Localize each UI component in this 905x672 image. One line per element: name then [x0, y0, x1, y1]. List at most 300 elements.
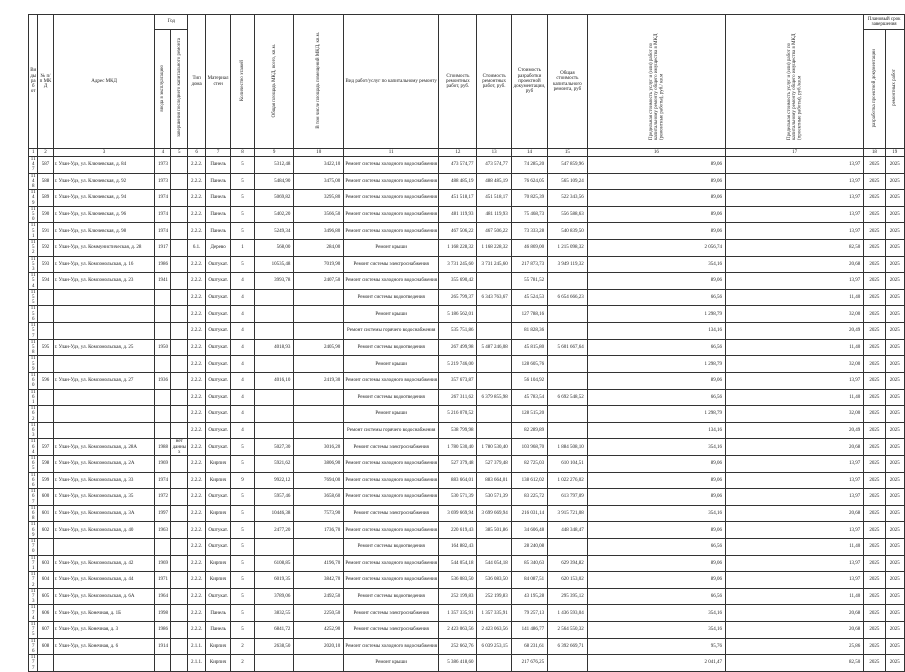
- cell-area-premises: [294, 289, 344, 306]
- cell-deadline-repair: 2025: [885, 356, 904, 373]
- cell-cost-project: 46 869,00: [511, 240, 547, 257]
- cell-cost-repair: 3 731 245,60: [439, 256, 477, 273]
- cell-limit-repair: 89,06: [587, 273, 725, 290]
- table-row: [29, 323, 905, 340]
- cell-deadline-project: 2025: [864, 356, 885, 373]
- cell-cost-project: 216 031,14: [511, 505, 547, 522]
- column-number: 1: [29, 149, 38, 157]
- cell-limit-project: 20,68: [725, 256, 863, 273]
- cell-house-type: 2.2.2.: [188, 223, 206, 240]
- cell-deadline-repair: 2025: [885, 588, 904, 605]
- cell-cost-project: 75 468,73: [511, 206, 547, 223]
- cell-year-repair: [171, 572, 188, 589]
- cell-cost-repair: 527 379,48: [439, 455, 477, 472]
- col-head-st-proekt: Стоимость разработки проектной документации, руб: [511, 15, 547, 149]
- cell-floors: 4: [231, 389, 255, 406]
- cell-cost-repair: 538 799,98: [439, 422, 477, 439]
- cell-limit-project: 20,49: [725, 323, 863, 340]
- cell-address: г. Улан-Удэ, ул. Комсомольская, д. 27: [53, 372, 155, 389]
- cell-wall-material: Оштукат.: [206, 406, 231, 423]
- cell-cost-repair: 265 799,37: [439, 289, 477, 306]
- cell-area-premises: [294, 306, 344, 323]
- cell-deadline-repair: 2025: [885, 605, 904, 622]
- cell-deadline-project: 2025: [864, 206, 885, 223]
- cell-area-total: 5312,48: [254, 157, 293, 174]
- cell-deadline-project: 2025: [864, 389, 885, 406]
- cell-cost-repair-total: [477, 422, 511, 439]
- cell-house-type: 6.1.: [188, 240, 206, 257]
- cell-deadline-project: 2025: [864, 455, 885, 472]
- cell-area-total: 6019,35: [254, 572, 293, 589]
- table-row: [29, 472, 905, 489]
- cell-cost-repair: 267 311,62: [439, 389, 477, 406]
- table-row: [29, 306, 905, 323]
- cell-year-built: 1974: [155, 190, 171, 207]
- cell-floors: 5: [231, 223, 255, 240]
- column-number: 5: [171, 149, 188, 157]
- cell-work-type: Ремонт системы холодного водоснабжения: [344, 455, 439, 472]
- cell-deadline-project: 2025: [864, 190, 885, 207]
- col-head-god-kap: завершения последнего капитального ремонта: [171, 30, 188, 149]
- cell-floors: 5: [231, 206, 255, 223]
- cell-address: г. Улан-Удэ, ул. Комсомольская, д. 40: [53, 522, 155, 539]
- table-row: [29, 157, 905, 174]
- cell-cost-total: 1 436 593,04: [548, 605, 588, 622]
- cell-limit-project: 13,97: [725, 206, 863, 223]
- cell-area-total: [254, 539, 293, 556]
- cell-cost-repair: 5 219 746,00: [439, 356, 477, 373]
- cell-vid: 116 3: [29, 422, 38, 439]
- cell-nomer: 597: [38, 439, 53, 456]
- column-number-row: [29, 149, 905, 157]
- cell-cost-total: 613 797,09: [548, 489, 588, 506]
- column-number: 3: [53, 149, 155, 157]
- cell-limit-project: 32,00: [725, 406, 863, 423]
- cell-address: [53, 306, 155, 323]
- cell-year-built: 1974: [155, 206, 171, 223]
- cell-cost-total: [548, 306, 588, 323]
- cell-year-built: 1971: [155, 572, 171, 589]
- cell-work-type: Ремонт системы холодного водоснабжения: [344, 489, 439, 506]
- cell-limit-repair: 354,16: [587, 605, 725, 622]
- cell-limit-project: 13,97: [725, 472, 863, 489]
- cell-limit-project: 11,40: [725, 339, 863, 356]
- cell-year-repair: [171, 455, 188, 472]
- cell-floors: 4: [231, 372, 255, 389]
- cell-area-premises: 284,00: [294, 240, 344, 257]
- cell-area-premises: 3475,00: [294, 173, 344, 190]
- cell-nomer: 601: [38, 505, 53, 522]
- cell-year-repair: [171, 422, 188, 439]
- cell-deadline-project: 2025: [864, 489, 885, 506]
- cell-area-total: [254, 306, 293, 323]
- table-body: [29, 157, 905, 672]
- cell-year-repair: [171, 206, 188, 223]
- column-number: 12: [439, 149, 477, 157]
- table-row: [29, 406, 905, 423]
- cell-floors: 5: [231, 505, 255, 522]
- cell-house-type: 2.2.2.: [188, 555, 206, 572]
- cell-work-type: Ремонт крыши: [344, 406, 439, 423]
- cell-year-built: 1974: [155, 223, 171, 240]
- cell-year-built: 1950: [155, 339, 171, 356]
- cell-limit-repair: 1 298,79: [587, 406, 725, 423]
- cell-vid: 114 8: [29, 173, 38, 190]
- cell-vid: 116 4: [29, 439, 38, 456]
- table-row: [29, 356, 905, 373]
- cell-limit-project: 20,68: [725, 439, 863, 456]
- cell-vid: 115 6: [29, 306, 38, 323]
- cell-cost-repair-total: 527 379,48: [477, 455, 511, 472]
- cell-cost-repair-total: 6 039 253,15: [477, 638, 511, 655]
- cell-deadline-project: 2025: [864, 273, 885, 290]
- cell-area-total: [254, 323, 293, 340]
- cell-cost-project: 81 828,36: [511, 323, 547, 340]
- cell-floors: 5: [231, 539, 255, 556]
- cell-deadline-project: 2025: [864, 555, 885, 572]
- cell-cost-repair: 467 506,22: [439, 223, 477, 240]
- col-head-ploshad-zhil: В том числе площадь помещений МКД, кв.м.: [294, 15, 344, 149]
- cell-cost-repair-total: 6 343 763,67: [477, 289, 511, 306]
- cell-deadline-repair: 2025: [885, 439, 904, 456]
- cell-cost-total: 540 839,50: [548, 223, 588, 240]
- cell-deadline-project: 2025: [864, 223, 885, 240]
- cell-cost-project: 45 815,80: [511, 339, 547, 356]
- cell-wall-material: Панель: [206, 223, 231, 240]
- cell-nomer: 608: [38, 638, 53, 655]
- cell-cost-total: 1 022 276,02: [548, 472, 588, 489]
- cell-nomer: 602: [38, 522, 53, 539]
- cell-area-total: 10446,38: [254, 505, 293, 522]
- cell-vid: 117 1: [29, 555, 38, 572]
- cell-year-repair: [171, 157, 188, 174]
- cell-vid: 116 2: [29, 406, 38, 423]
- cell-year-built: 1998: [155, 605, 171, 622]
- cell-cost-repair-total: 451 518,17: [477, 190, 511, 207]
- cell-cost-repair-total: 252 199,83: [477, 588, 511, 605]
- cell-cost-project: 127 788,16: [511, 306, 547, 323]
- cell-deadline-project: 2025: [864, 505, 885, 522]
- cell-address: г. Улан-Удэ, ул. Комсомольская, д. 25: [53, 339, 155, 356]
- cell-work-type: Ремонт системы холодного водоснабжения: [344, 372, 439, 389]
- cell-cost-project: 55 781,52: [511, 273, 547, 290]
- cell-area-premises: 2405,90: [294, 339, 344, 356]
- cell-floors: 5: [231, 622, 255, 639]
- cell-cost-repair-total: [477, 273, 511, 290]
- cell-wall-material: Оштукат.: [206, 522, 231, 539]
- cell-wall-material: Оштукат.: [206, 356, 231, 373]
- cell-address: г. Улан-Удэ, ул. Ключевская, д. 94: [53, 190, 155, 207]
- cell-wall-material: Оштукат.: [206, 539, 231, 556]
- cell-cost-repair: 252 662,76: [439, 638, 477, 655]
- cell-area-premises: 7573,90: [294, 505, 344, 522]
- cell-nomer: [38, 406, 53, 423]
- cell-house-type: 2.2.2.: [188, 190, 206, 207]
- cell-cost-repair: 5 386 418,60: [439, 655, 477, 672]
- cell-address: [53, 389, 155, 406]
- cell-year-repair: [171, 638, 188, 655]
- cell-house-type: 2.2.2.: [188, 389, 206, 406]
- cell-deadline-repair: 2025: [885, 522, 904, 539]
- cell-cost-repair: 530 571,39: [439, 489, 477, 506]
- table-row: [29, 455, 905, 472]
- cell-address: г. Улан-Удэ, ул. Ключевская, д. 92: [53, 173, 155, 190]
- cell-area-premises: 4196,70: [294, 555, 344, 572]
- cell-house-type: 2.2.2.: [188, 256, 206, 273]
- table-row: [29, 588, 905, 605]
- cell-work-type: Ремонт системы водоотведения: [344, 339, 439, 356]
- cell-area-total: 2638,50: [254, 638, 293, 655]
- cell-nomer: 596: [38, 372, 53, 389]
- cell-cost-repair-total: [477, 655, 511, 672]
- cell-deadline-repair: 2025: [885, 489, 904, 506]
- cell-deadline-project: 2025: [864, 655, 885, 672]
- cell-year-repair: [171, 539, 188, 556]
- cell-nomer: [38, 289, 53, 306]
- cell-nomer: 605: [38, 588, 53, 605]
- cell-house-type: 2.2.2.: [188, 339, 206, 356]
- cell-year-built: [155, 539, 171, 556]
- cell-floors: 5: [231, 572, 255, 589]
- cell-vid: 116 0: [29, 372, 38, 389]
- cell-deadline-project: 2025: [864, 372, 885, 389]
- cell-cost-project: 34 606,48: [511, 522, 547, 539]
- cell-floors: 4: [231, 356, 255, 373]
- cell-cost-repair-total: 5 487 246,08: [477, 339, 511, 356]
- column-number: 19: [885, 149, 904, 157]
- table-row: [29, 655, 905, 672]
- cell-house-type: 2.1.1.: [188, 655, 206, 672]
- cell-deadline-repair: 2025: [885, 289, 904, 306]
- table-row: [29, 389, 905, 406]
- cell-limit-repair: 134,16: [587, 323, 725, 340]
- cell-area-premises: [294, 422, 344, 439]
- cell-house-type: 2.2.2.: [188, 588, 206, 605]
- cell-year-built: 1963: [155, 522, 171, 539]
- cell-year-repair: [171, 289, 188, 306]
- cell-limit-project: 13,97: [725, 223, 863, 240]
- cell-address: г. Улан-Удэ, ул. Ключевская, д. 96: [53, 206, 155, 223]
- cell-floors: 4: [231, 406, 255, 423]
- cell-cost-project: 79 257,13: [511, 605, 547, 622]
- cell-house-type: 2.2.2.: [188, 323, 206, 340]
- cell-wall-material: Панель: [206, 622, 231, 639]
- cell-nomer: [38, 539, 53, 556]
- cell-nomer: 591: [38, 223, 53, 240]
- cell-vid: 115 5: [29, 289, 38, 306]
- cell-floors: 9: [231, 472, 255, 489]
- cell-floors: 5: [231, 439, 255, 456]
- cell-deadline-repair: 2025: [885, 372, 904, 389]
- cell-limit-repair: 89,06: [587, 372, 725, 389]
- cell-floors: 5: [231, 256, 255, 273]
- cell-area-total: 568,00: [254, 240, 293, 257]
- cell-area-premises: [294, 539, 344, 556]
- cell-vid: 117 3: [29, 588, 38, 605]
- cell-area-total: 5402,20: [254, 206, 293, 223]
- cell-deadline-repair: 2025: [885, 638, 904, 655]
- cell-cost-total: [548, 273, 588, 290]
- column-number: 11: [344, 149, 439, 157]
- column-number: 8: [231, 149, 255, 157]
- col-head-vid: Ви ды раб от: [29, 15, 38, 149]
- cell-cost-repair-total: 473 574,77: [477, 157, 511, 174]
- cell-area-premises: 3566,50: [294, 206, 344, 223]
- table-row: [29, 240, 905, 257]
- cell-limit-repair: 66,56: [587, 588, 725, 605]
- col-head-address: Адрес МКД: [53, 15, 155, 149]
- column-number: 4: [155, 149, 171, 157]
- cell-cost-project: 138 612,02: [511, 472, 547, 489]
- cell-cost-project: 83 225,72: [511, 489, 547, 506]
- cell-vid: 115 8: [29, 339, 38, 356]
- cell-wall-material: Панель: [206, 173, 231, 190]
- cell-deadline-repair: 2025: [885, 555, 904, 572]
- cell-cost-repair-total: [477, 539, 511, 556]
- column-number: 13: [477, 149, 511, 157]
- cell-limit-repair: 89,06: [587, 472, 725, 489]
- cell-house-type: 2.2.2.: [188, 489, 206, 506]
- cell-year-built: 1941: [155, 273, 171, 290]
- cell-deadline-project: 2025: [864, 256, 885, 273]
- cell-cost-total: 3 915 721,08: [548, 505, 588, 522]
- cell-address: г. Улан-Удэ, ул. Конечная, д. 1Б: [53, 605, 155, 622]
- cell-year-repair: [171, 240, 188, 257]
- cell-cost-total: [548, 655, 588, 672]
- cell-limit-repair: 2 056,74: [587, 240, 725, 257]
- cell-cost-repair-total: 883 664,01: [477, 472, 511, 489]
- cell-deadline-project: 2025: [864, 605, 885, 622]
- cell-wall-material: Оштукат.: [206, 588, 231, 605]
- cell-floors: 5: [231, 190, 255, 207]
- cell-deadline-repair: 2025: [885, 622, 904, 639]
- cell-cost-total: [548, 406, 588, 423]
- table-row: [29, 572, 905, 589]
- cell-area-total: 5249,34: [254, 223, 293, 240]
- cell-cost-total: [548, 422, 588, 439]
- cell-deadline-project: 2025: [864, 406, 885, 423]
- cell-work-type: Ремонт системы водоотведения: [344, 588, 439, 605]
- cell-work-type: Ремонт системы электроснабжения: [344, 256, 439, 273]
- cell-vid: 117 4: [29, 605, 38, 622]
- cell-nomer: 594: [38, 273, 53, 290]
- cell-vid: 115 0: [29, 206, 38, 223]
- cell-cost-total: 6 392 669,71: [548, 638, 588, 655]
- cell-year-built: 1973: [155, 157, 171, 174]
- table-row: [29, 173, 905, 190]
- cell-house-type: 2.2.2.: [188, 522, 206, 539]
- col-head-nomer: № п/п МК Д: [38, 15, 53, 149]
- cell-cost-repair: 220 619,43: [439, 522, 477, 539]
- cell-limit-project: 32,00: [725, 356, 863, 373]
- cell-cost-repair: 355 690,42: [439, 273, 477, 290]
- cell-wall-material: Дерево: [206, 240, 231, 257]
- cell-deadline-repair: 2025: [885, 206, 904, 223]
- cell-work-type: Ремонт системы горячего водоснабжения: [344, 323, 439, 340]
- cell-limit-project: 82,50: [725, 240, 863, 257]
- cell-wall-material: Кирпич: [206, 572, 231, 589]
- cell-limit-repair: 354,16: [587, 622, 725, 639]
- cell-deadline-project: 2025: [864, 439, 885, 456]
- cell-area-total: 4018,93: [254, 339, 293, 356]
- cell-limit-repair: 2 041,47: [587, 655, 725, 672]
- cell-year-repair: [171, 273, 188, 290]
- cell-deadline-repair: 2025: [885, 505, 904, 522]
- cell-work-type: Ремонт системы электроснабжения: [344, 622, 439, 639]
- col-head-st-rem2: Стоимость ремонтных работ, руб.: [477, 15, 511, 149]
- cell-year-repair: [171, 389, 188, 406]
- cell-deadline-project: 2025: [864, 339, 885, 356]
- cell-cost-repair: 481 119,93: [439, 206, 477, 223]
- cell-deadline-project: 2025: [864, 622, 885, 639]
- column-number: 9: [254, 149, 293, 157]
- cell-area-premises: 2492,50: [294, 588, 344, 605]
- cell-limit-project: 13,97: [725, 173, 863, 190]
- cell-work-type: Ремонт системы электроснабжения: [344, 439, 439, 456]
- cell-deadline-project: 2025: [864, 289, 885, 306]
- cell-cost-repair-total: 530 571,39: [477, 489, 511, 506]
- cell-house-type: 2.2.2.: [188, 173, 206, 190]
- cell-house-type: 2.2.2.: [188, 157, 206, 174]
- cell-address: г. Улан-Удэ, ул. Конечная, д. 3: [53, 622, 155, 639]
- cell-nomer: 595: [38, 339, 53, 356]
- col-head-god-vvod: ввода в эксплуатацию: [155, 30, 171, 149]
- cell-limit-project: 11,40: [725, 389, 863, 406]
- cell-year-built: 1917: [155, 240, 171, 257]
- cell-house-type: 2.2.2.: [188, 372, 206, 389]
- cell-deadline-project: 2025: [864, 588, 885, 605]
- cell-cost-repair-total: 1 780 530,40: [477, 439, 511, 456]
- cell-address: г. Улан-Удэ, ул. Комсомольская, д. 28А: [53, 439, 155, 456]
- cell-limit-project: 13,97: [725, 522, 863, 539]
- cell-year-built: 1972: [155, 489, 171, 506]
- cell-cost-project: 56 104,92: [511, 372, 547, 389]
- cell-limit-project: 20,49: [725, 422, 863, 439]
- cell-floors: 4: [231, 339, 255, 356]
- table-row: [29, 638, 905, 655]
- cell-floors: 4: [231, 323, 255, 340]
- cell-limit-repair: 89,06: [587, 223, 725, 240]
- cell-floors: 4: [231, 422, 255, 439]
- cell-deadline-project: 2025: [864, 572, 885, 589]
- cell-address: г. Улан-Удэ, ул. Комсомольская, д. 23: [53, 273, 155, 290]
- cell-vid: 117 6: [29, 638, 38, 655]
- cell-limit-project: 13,97: [725, 555, 863, 572]
- cell-limit-repair: 354,16: [587, 505, 725, 522]
- cell-deadline-project: 2025: [864, 240, 885, 257]
- cell-area-total: 6108,85: [254, 555, 293, 572]
- cell-work-type: Ремонт системы холодного водоснабжения: [344, 638, 439, 655]
- cell-work-type: Ремонт системы холодного водоснабжения: [344, 206, 439, 223]
- cell-vid: 116 7: [29, 489, 38, 506]
- cell-limit-project: 13,97: [725, 190, 863, 207]
- cell-work-type: Ремонт системы холодного водоснабжения: [344, 223, 439, 240]
- cell-limit-project: 13,97: [725, 455, 863, 472]
- cell-deadline-repair: 2025: [885, 655, 904, 672]
- cell-deadline-repair: 2025: [885, 306, 904, 323]
- cell-cost-repair: 1 357 335,91: [439, 605, 477, 622]
- cell-limit-repair: 1 298,79: [587, 356, 725, 373]
- cell-area-premises: 2250,50: [294, 605, 344, 622]
- cell-area-premises: 3842,70: [294, 572, 344, 589]
- cell-limit-repair: 95,76: [587, 638, 725, 655]
- col-head-obshaya: Общая стоимость капитального ремонта, руб: [548, 15, 588, 149]
- col-head-st-rem: Стоимость ремонтных работ, руб.: [439, 15, 477, 149]
- cell-area-total: 3789,06: [254, 588, 293, 605]
- cell-area-premises: 2407,50: [294, 273, 344, 290]
- cell-wall-material: Кирпич: [206, 505, 231, 522]
- cell-address: [53, 655, 155, 672]
